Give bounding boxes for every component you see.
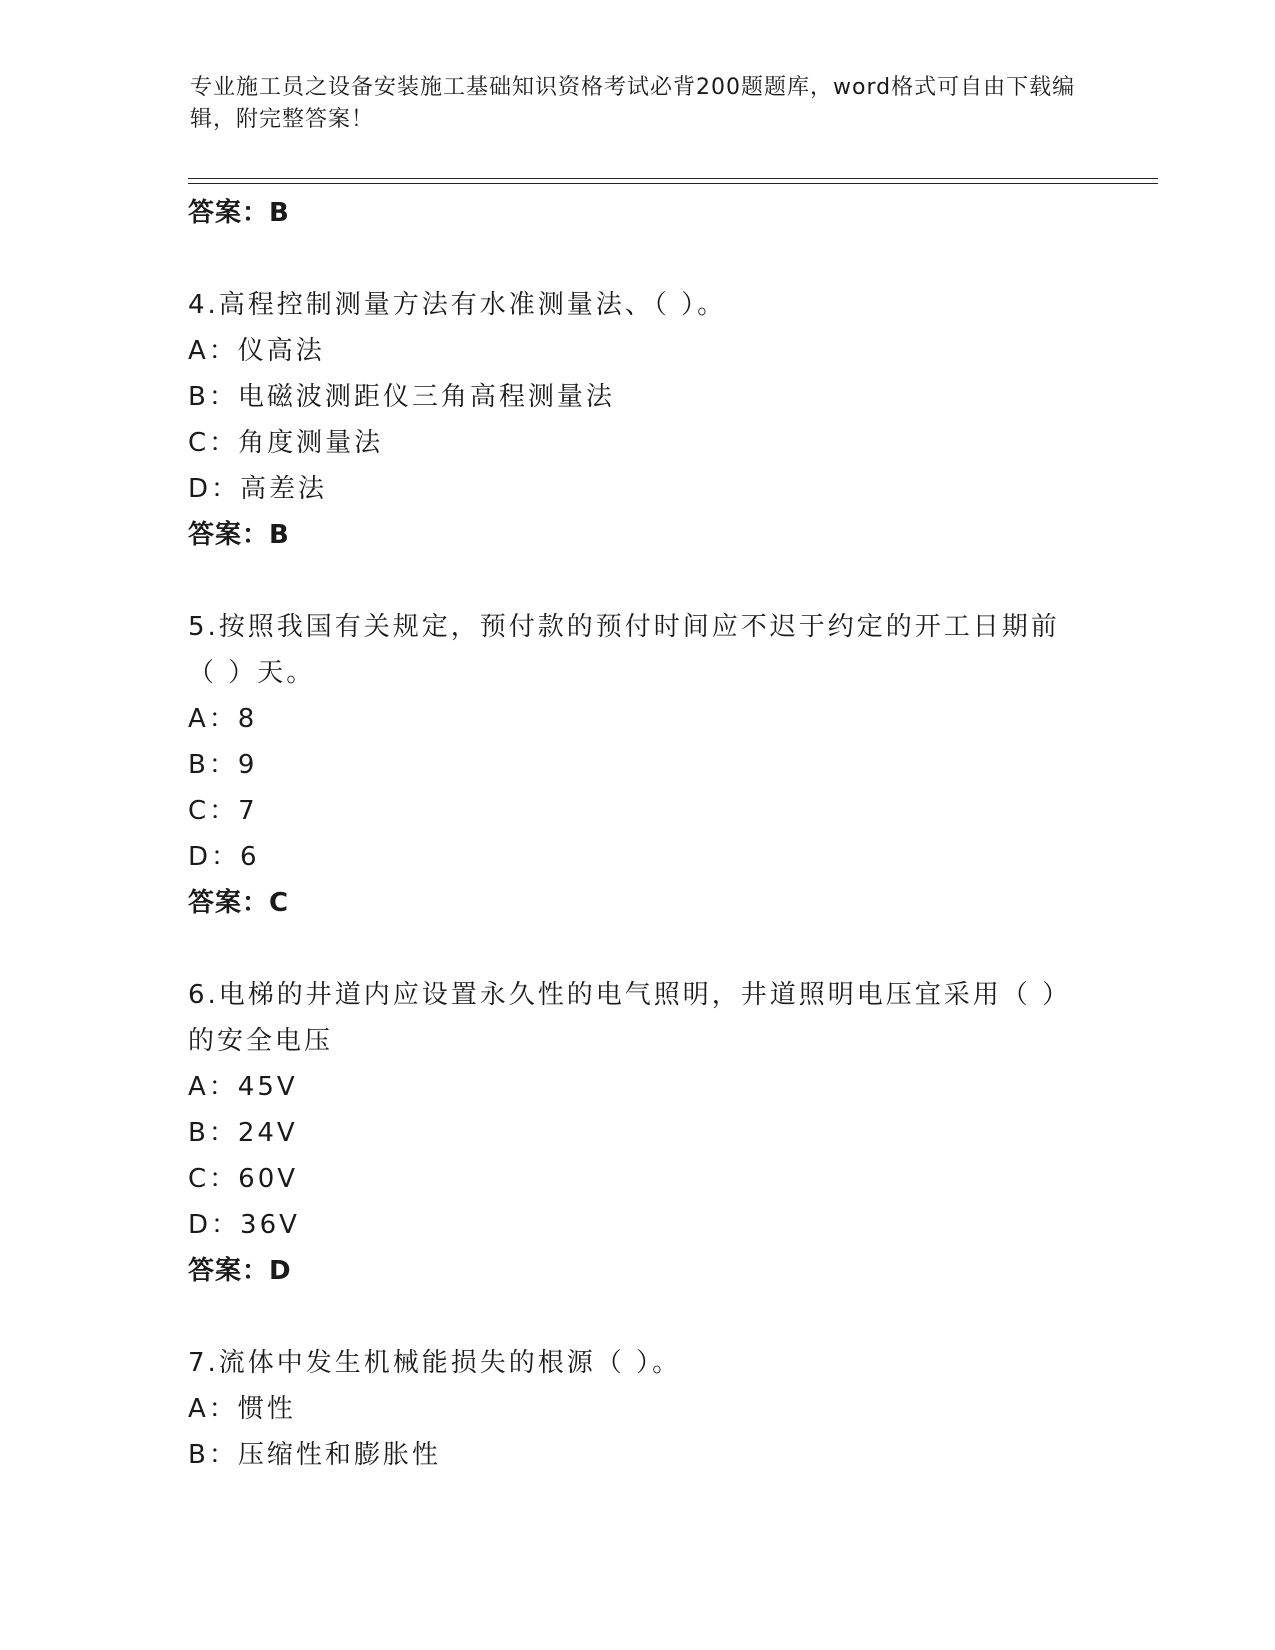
question-4-answer: 答案：B [188,520,290,550]
question-6-option-c: C：60V [188,1164,299,1194]
question-5-option-b: B：9 [188,750,258,780]
question-6-text: 6.电梯的井道内应设置永久性的电气照明，井道照明电压宜采用（ ）的安全电压 [188,980,1059,1056]
question-5-option-c: C：7 [188,796,258,826]
question-4-text: 4.高程控制测量方法有水准测量法、（ ）。 [188,290,727,320]
question-4-option-a: A：仪高法 [188,336,325,366]
question-7-text: 7.流体中发生机械能损失的根源（ ）。 [188,1348,682,1378]
header-rule-bottom [188,183,1158,184]
header-rule-top [188,178,1158,179]
question-6-option-a: A：45V [188,1072,298,1102]
question-list [188,190,1088,1478]
question-6-answer: 答案：D [188,1256,292,1286]
answer-prev: 答案：B [188,198,290,228]
question-5-option-d: D：6 [188,842,260,872]
question-4-option-c: C：角度测量法 [188,428,384,458]
question-4-option-d: D：高差法 [188,474,328,504]
question-6-option-d: D：36V [188,1210,300,1240]
question-4-option-b: B：电磁波测距仪三角高程测量法 [188,382,615,412]
question-5-answer: 答案：C [188,888,290,918]
question-5-option-a: A：8 [188,704,258,734]
question-5-text: 5.按照我国有关规定，预付款的预付时间应不迟于约定的开工日期前（ ）天。 [188,612,1060,688]
question-7-option-b: B：压缩性和膨胀性 [188,1440,441,1470]
page-header: 专业施工员之设备安装施工基础知识资格考试必背200题题库，word格式可自由下载编辑，附完整答案！ [190,75,1076,132]
question-6-option-b: B：24V [188,1118,298,1148]
question-7-option-a: A：惯性 [188,1394,296,1424]
